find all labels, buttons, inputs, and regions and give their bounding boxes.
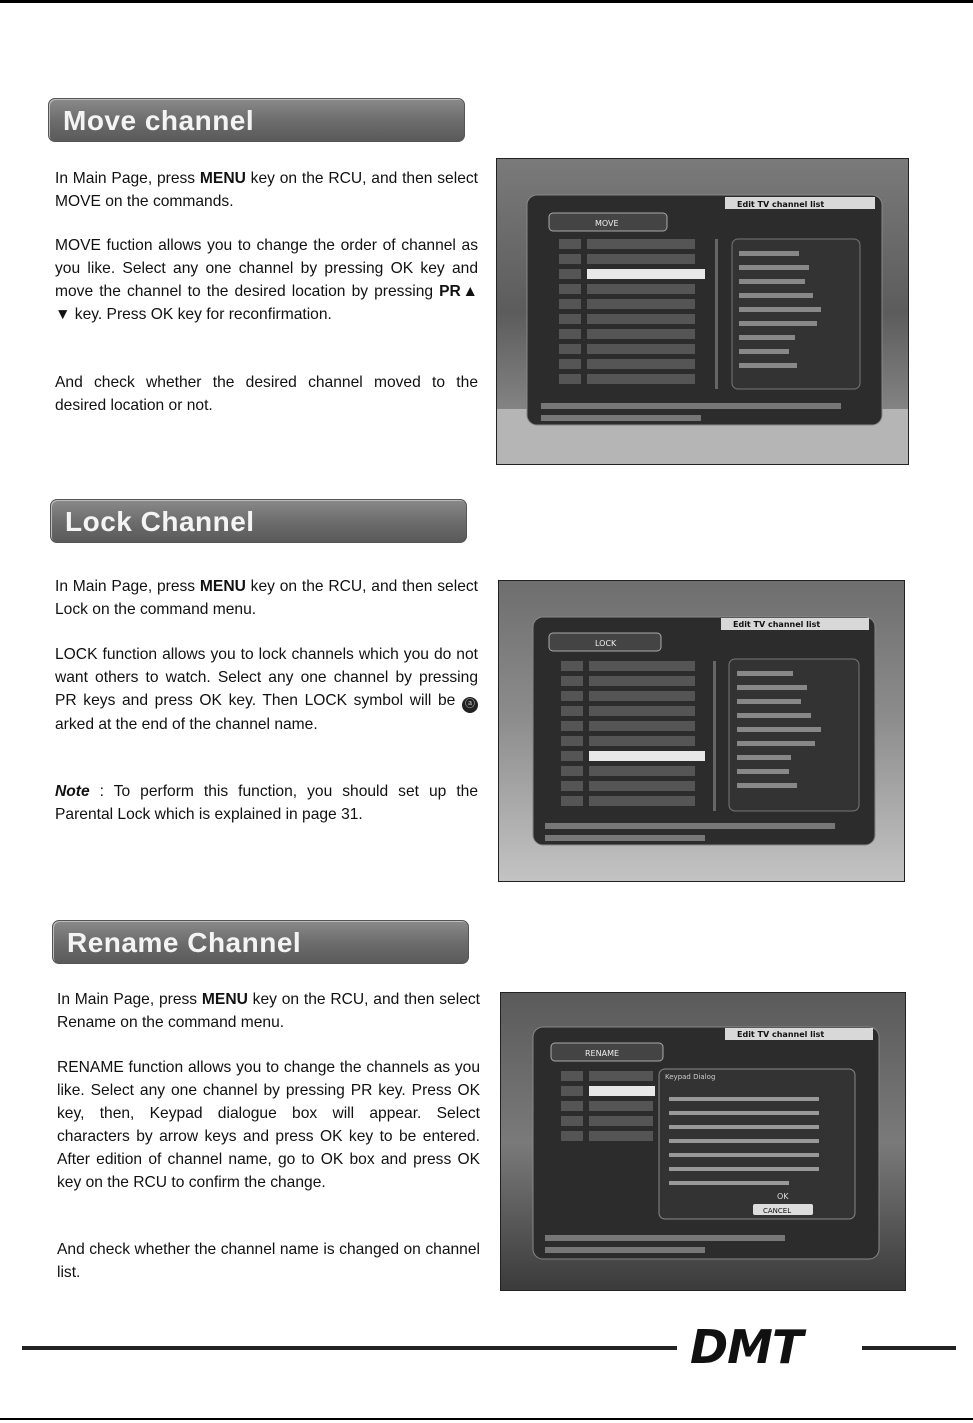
- footer-rule-left: [22, 1346, 677, 1350]
- lock-note: [55, 780, 478, 826]
- lock-p2-text-a: LOCK function allows you to lock channels which you do not want others to watch. Select any one channel by pressing PR keys and press OK key. Then LOCK symbol will be: [55, 646, 478, 709]
- lock-paragraph-2: [55, 643, 478, 736]
- rename-p1-key: MENU: [201, 991, 248, 1008]
- move-p2-key: PR▲ ▼: [55, 283, 478, 323]
- footer-rule-right: [862, 1346, 956, 1350]
- move-p1-key: MENU: [199, 170, 246, 187]
- lock-p1-text-c: key on the RCU, and then select Lock on the command menu.: [55, 578, 478, 618]
- lock-screen-title: Edit TV channel list: [733, 620, 821, 629]
- move-screen-button: MOVE: [595, 219, 619, 228]
- rename-p3-text: And check whether the channel name is changed on channel list.: [57, 1241, 480, 1281]
- lock-paragraph-1: [55, 575, 478, 621]
- bottom-rule: [0, 1418, 973, 1420]
- lock-note-text: : To perform this function, you should set up the Parental Lock which is explained in page 31.: [55, 783, 478, 823]
- move-screen-title: Edit TV channel list: [737, 200, 825, 209]
- lock-symbol-icon: ⓐ: [462, 697, 478, 713]
- move-paragraph-2: [55, 234, 478, 326]
- rename-p1-text-c: key on the RCU, and then select Rename on the command menu.: [57, 991, 480, 1031]
- rename-screenshot: [500, 992, 906, 1291]
- lock-note-label: Note: [55, 783, 90, 800]
- move-p1-text-a: In Main Page, press: [55, 170, 200, 187]
- lock-p1-text-a: In Main Page, press: [55, 578, 200, 595]
- rename-cancel-label: CANCEL: [763, 1207, 792, 1215]
- rename-ok-label: OK: [777, 1192, 789, 1201]
- move-p1-text-c: key on the RCU, and then select MOVE on the commands.: [55, 170, 478, 210]
- move-paragraph-3: [55, 371, 478, 417]
- lock-screen-button: LOCK: [595, 639, 617, 648]
- move-screenshot: [496, 158, 909, 465]
- lock-screenshot: [498, 580, 905, 882]
- rename-section-header: [52, 920, 469, 964]
- rename-paragraph-1: [57, 988, 480, 1034]
- rename-section-title: Rename Channel: [67, 927, 302, 958]
- rename-keypad-title: Keypad Dialog: [665, 1073, 716, 1081]
- lock-p1-key: MENU: [199, 578, 246, 595]
- rename-paragraph-3: [57, 1238, 480, 1284]
- rename-screen-button: RENAME: [585, 1049, 620, 1058]
- rename-paragraph-2: [57, 1056, 480, 1194]
- brand-logo: DMT: [690, 1320, 803, 1374]
- move-p2-text-a: MOVE fuction allows you to change the order of channel as you like. Select any one channel by pressing OK key and move the channel to the desired location by pressing: [55, 237, 478, 300]
- move-p2-text-c: key. Press OK key for reconfirmation.: [70, 306, 332, 323]
- lock-section-header: [50, 499, 467, 543]
- move-p3-text: And check whether the desired channel moved to the desired location or not.: [55, 374, 478, 414]
- move-paragraph-1: [55, 167, 478, 213]
- move-section-header: [48, 98, 465, 142]
- lock-p2-text-c: arked at the end of the channel name.: [55, 716, 318, 733]
- top-rule: [0, 0, 973, 3]
- move-section-title: Move channel: [63, 105, 255, 136]
- rename-screen-title: Edit TV channel list: [737, 1030, 825, 1039]
- rename-p2-text: RENAME function allows you to change the channels as you like. Select any one channel by pressing PR key. Press OK key, then, Keypad dialogue box will appear. Select characters by arrow keys and press OK key to be entered. After edition of channel name, go to OK box and press OK key on the RCU to confirm the change.: [57, 1059, 480, 1191]
- rename-p1-text-a: In Main Page, press: [57, 991, 202, 1008]
- lock-section-title: Lock Channel: [65, 506, 255, 537]
